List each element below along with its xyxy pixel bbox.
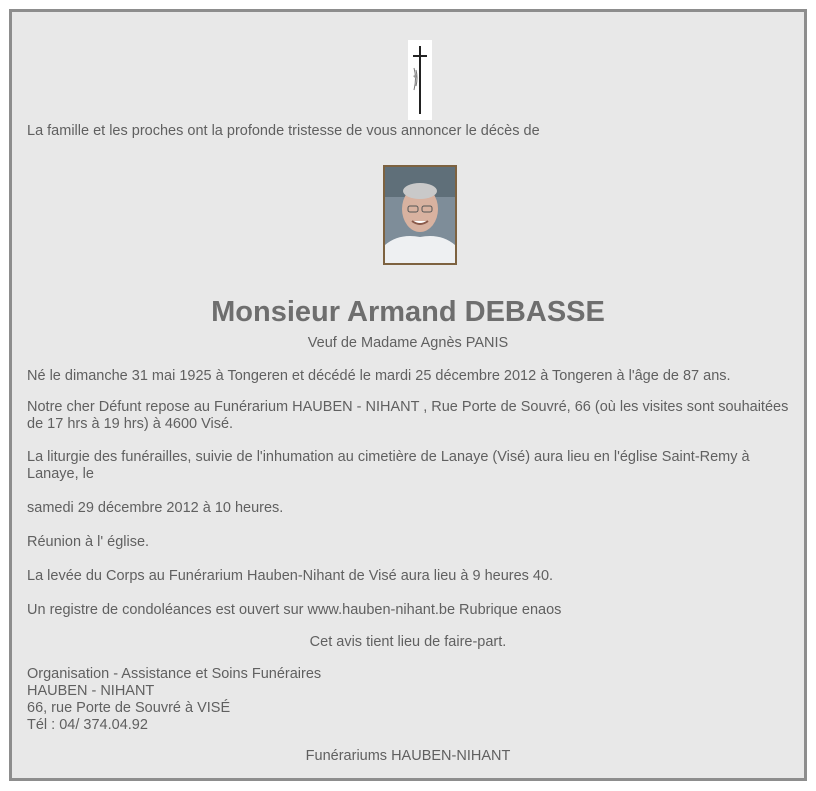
meeting-text: Réunion à l' église.: [27, 534, 150, 550]
notice-text: Cet avis tient lieu de faire-part.: [309, 634, 507, 650]
organisation-line-3: 66, rue Porte de Souvré à VISÉ: [27, 700, 231, 716]
portrait-photo: [383, 165, 457, 265]
liturgy-text: La liturgie des funérailles, suivie de l'inhumation au cimetière de Lanaye (Visé) aura lieu en l'église Saint-Remy à Lanaye, le: [27, 449, 750, 482]
condolences-text: Un registre de condoléances est ouvert sur www.hauben-nihant.be Rubrique enaos: [27, 602, 562, 618]
departure-text: La levée du Corps au Funérarium Hauben-Nihant de Visé aura lieu à 9 heures 40.: [27, 568, 554, 584]
birth-death-text: Né le dimanche 31 mai 1925 à Tongeren et décédé le mardi 25 décembre 2012 à Tongeren à l'âge de 87 ans.: [27, 368, 731, 384]
organisation-line-4: Tél : 04/ 374.04.92: [27, 717, 148, 733]
obituary-card: [9, 9, 807, 781]
ceremony-date: samedi 29 décembre 2012 à 10 heures.: [27, 500, 284, 516]
cross-icon: [408, 40, 432, 120]
organisation-line-1: Organisation - Assistance et Soins Funéraires: [27, 666, 322, 682]
spouse-text: Veuf de Madame Agnès PANIS: [307, 335, 509, 351]
intro-text: La famille et les proches ont la profonde tristesse de vous annoncer le décès de: [27, 123, 540, 139]
deceased-name: Monsieur Armand DEBASSE: [211, 296, 605, 328]
organisation-line-2: HAUBEN - NIHANT: [27, 683, 155, 699]
footer-text: Funérariums HAUBEN-NIHANT: [305, 748, 511, 764]
rest-place-text: Notre cher Défunt repose au Funérarium HAUBEN - NIHANT , Rue Porte de Souvré, 66 (où les visites sont souhaitées de 17 hrs à 19 hrs) à 4600 Visé.: [27, 399, 789, 432]
